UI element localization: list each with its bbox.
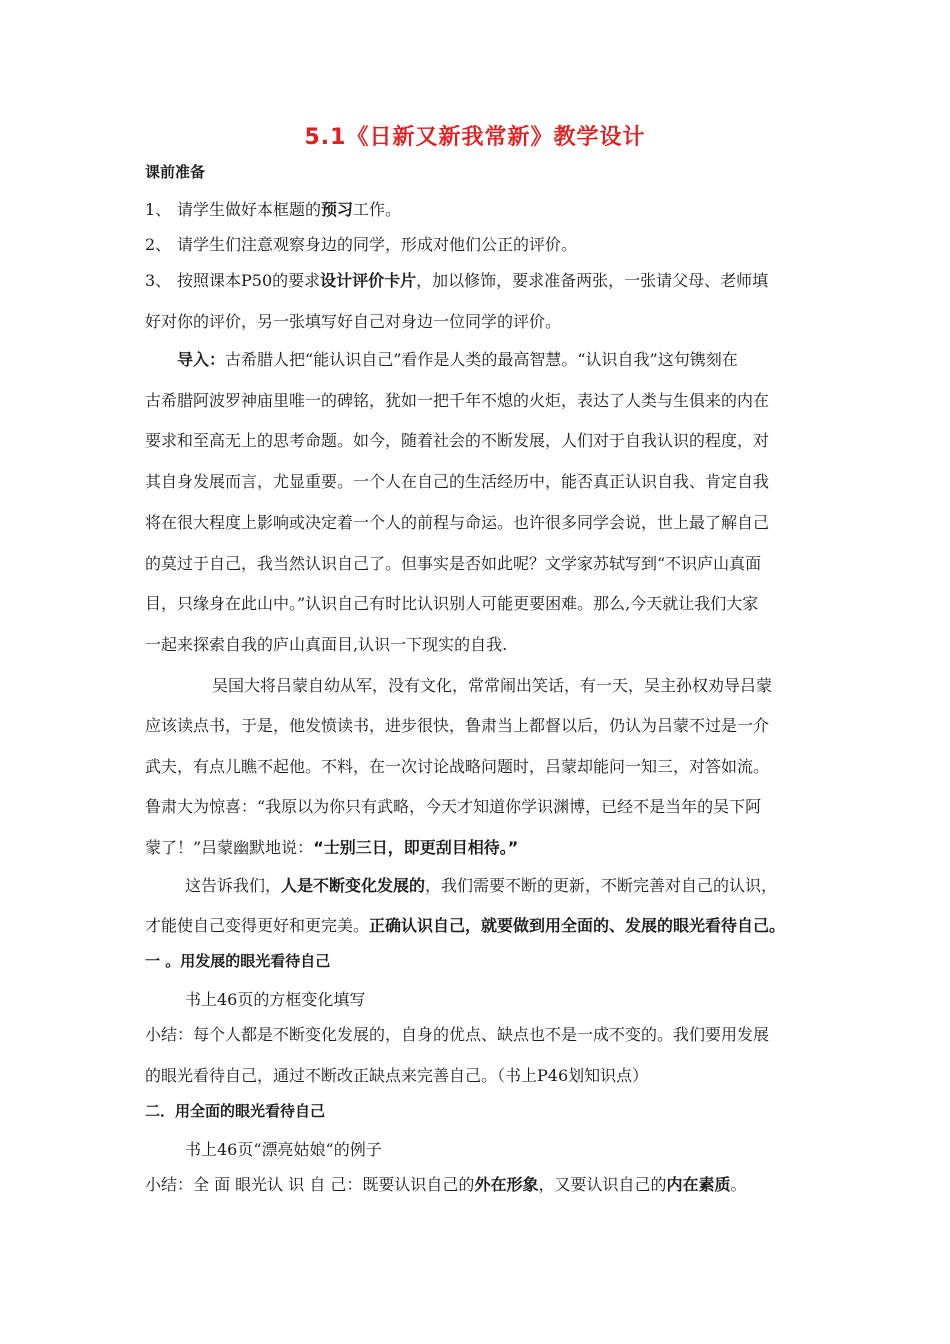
intro-line-1 xyxy=(177,350,738,370)
story-line-1: 吴国大将吕蒙自幼从军，没有文化，常常闹出笑话，有一天，吴主孙权劝导吕蒙 xyxy=(212,676,773,695)
intro-line-2: 古希腊阿波罗神庙里唯一的碑铭，犹如一把千年不熄的火炬，表达了人类与生俱来的内在 xyxy=(145,391,770,410)
lesson-line-2 xyxy=(145,916,785,936)
prep-item-1-tail: 工作。 xyxy=(353,200,402,219)
prep-item-1-text: 请学生做好本框题的 xyxy=(177,200,322,219)
prep-item-3-text: 按照课本P50的要求 xyxy=(177,271,321,290)
section-2-summary-end: 。 xyxy=(730,1175,747,1194)
prep-item-2 xyxy=(145,235,577,255)
lesson-line-1 xyxy=(185,876,777,896)
lesson-bold-1: 人是不断变化发展的 xyxy=(281,876,426,895)
intro-text-1: 古希腊人把“能认识自己”看作是人类的最高智慧。“认识自我”这句镌刻在 xyxy=(225,350,738,369)
section-1-heading: 一 。用发展的眼光看待自己 xyxy=(145,952,331,970)
story-line-3: 武夫，有点儿瞧不起他。不料，在一次讨论战略问题时，吕蒙却能问一知三，对答如流。 xyxy=(145,757,770,776)
intro-line-8: 一起来探索自我的庐山真面目,认识一下现实的自我. xyxy=(145,635,508,654)
prep-item-3-cont: 好对你的评价，另一张填写好自己对身边一位同学的评价。 xyxy=(145,312,562,331)
section-2-summary xyxy=(145,1175,747,1195)
story-text-5: 蒙了！”吕蒙幽默地说： xyxy=(145,838,314,857)
section-1-task: 书上46页的方框变化填写 xyxy=(185,990,366,1009)
section-1-summary-2: 的眼光看待自己，通过不断改正缺点来完善自己。（书上P46划知识点） xyxy=(145,1066,649,1085)
prep-item-3-num: 3、 xyxy=(145,271,172,290)
story-line-4: 鲁肃大为惊喜：“我原以为你只有武略，今天才知道你学识渊博，已经不是当年的吴下阿 xyxy=(145,797,762,816)
prep-item-3 xyxy=(145,271,768,291)
lesson-text-1: 这告诉我们， xyxy=(185,876,282,895)
prep-item-1-num: 1、 xyxy=(145,200,172,219)
prep-item-1 xyxy=(145,200,401,220)
lesson-bold-2: 正确认识自己，就要做到用全面的、发展的眼光看待自己。 xyxy=(369,916,786,935)
section-1-summary-1: 小结：每个人都是不断变化发展的，自身的优点、缺点也不是一成不变的。我们要用发展 xyxy=(145,1025,770,1044)
prep-heading: 课前准备 xyxy=(145,163,206,181)
section-2-bold-2: 内在素质 xyxy=(666,1175,731,1194)
intro-line-4: 其自身发展而言，尤显重要。一个人在自己的生活经历中，能否真正认识自我、肯定自我 xyxy=(145,472,770,491)
intro-label: 导入： xyxy=(177,350,226,369)
prep-item-2-num: 2、 xyxy=(145,235,172,254)
section-2-summary-text: 小结：全 面 眼光认 识 自 己：既要认识自己的 xyxy=(145,1175,475,1194)
document-title: 5.1《日新又新我常新》教学设计 xyxy=(304,125,646,150)
prep-item-2-text: 请学生们注意观察身边的同学，形成对他们公正的评价。 xyxy=(177,235,578,254)
prep-item-3-tail: ，加以修饰，要求准备两张，一张请父母、老师填 xyxy=(416,271,769,290)
section-2-bold-1: 外在形象 xyxy=(474,1175,539,1194)
lesson-tail-1: ，我们需要不断的更新，不断完善对自己的认识， xyxy=(425,876,778,895)
prep-item-1-bold: 预习 xyxy=(321,200,354,219)
story-quote: “士别三日，即更刮目相待。” xyxy=(313,838,519,857)
intro-line-6: 的莫过于自己，我当然认识自己了。但事实是否如此呢？文学家苏轼写到“不识庐山真面 xyxy=(145,554,762,573)
section-2-heading: 二．用全面的眼光看待自己 xyxy=(145,1102,326,1120)
story-line-2: 应该读点书，于是，他发愤读书，进步很快，鲁肃当上都督以后，仍认为吕蒙不过是一介 xyxy=(145,716,770,735)
intro-line-3: 要求和至高无上的思考命题。如今，随着社会的不断发展，人们对于自我认识的程度，对 xyxy=(145,431,770,450)
section-2-summary-mid: ，又要认识自己的 xyxy=(538,1175,667,1194)
prep-item-3-bold: 设计评价卡片 xyxy=(320,271,417,290)
intro-line-5: 将在很大程度上影响或决定着一个人的前程与命运。也许很多同学会说，世上最了解自己 xyxy=(145,513,770,532)
lesson-text-2: 才能使自己变得更好和更完美。 xyxy=(145,916,370,935)
story-line-5 xyxy=(145,838,518,858)
intro-line-7: 目，只缘身在此山中。”认识自己有时比认识别人可能更要困难。那么,今天就让我们大家 xyxy=(145,594,759,613)
section-2-task: 书上46页“漂亮姑娘“的例子 xyxy=(185,1140,382,1159)
